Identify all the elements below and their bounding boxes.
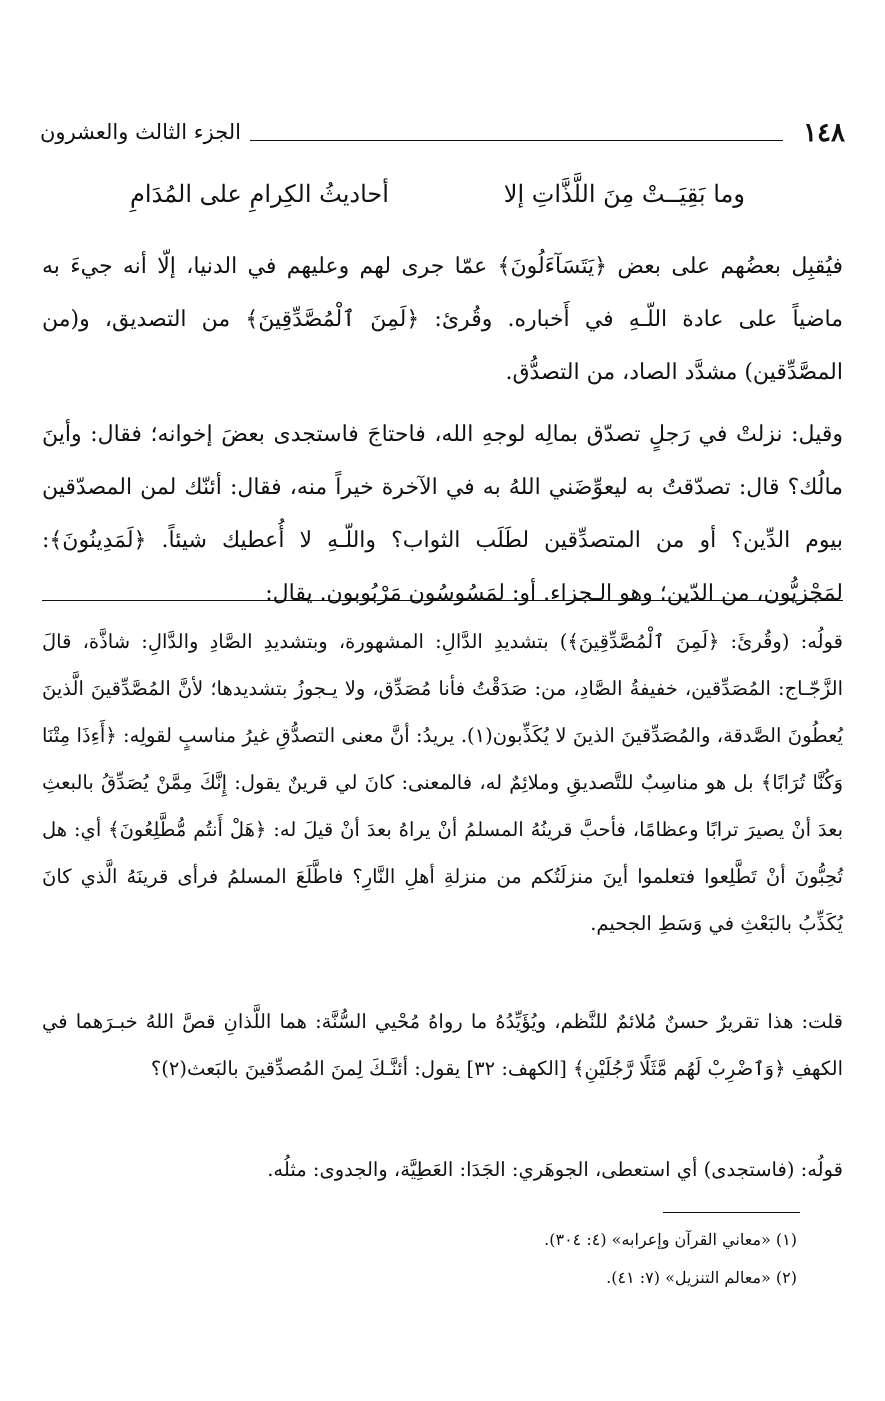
poetry-verse [130, 180, 745, 220]
footnote-rule [663, 1212, 800, 1213]
footnote-2: (٢) «معالم التنزيل» (٧: ٤١). [606, 1268, 797, 1287]
commentary-paragraph-3: قولُه: (فاستجدى) أي استعطى، الجوهَري: الجَدَا: العَطِيَّة، والجدوى: مثلُه. [267, 1158, 843, 1181]
header-rule [250, 140, 783, 141]
part-title: الجزء الثالث والعشرون [40, 120, 241, 144]
main-paragraph-1: فيُقبِل بعضُهم على بعض ﴿يَتَسَآءَلُونَ﴾ عمّا جرى لهم وعليهم في الدنيا، إلّا أنه جيءَ به ماضياً على عادة اللّـهِ في أَخباره. وقُرئ: ﴿لَمِنَ ٱلْمُصَّدِّقِينَ﴾ من التصديق، و(من المصَّدِّقين) مشدَّد الصاد، من التصدُّق. [42, 254, 843, 385]
main-paragraph-2: وقيل: نزلتْ في رَجلٍ تصدّق بمالِه لوجهِ الله، فاحتاجَ فاستجدى بعضَ إخوانه؛ فقال: وأينَ مالُك؟ قال: تصدّقتُ به ليعوِّضَني اللهُ به في الآخرة خيراً منه، فقال: أئنّك لمن المصدّقين بيوم الدِّين؟ أو من المتصدِّقين لطَلَب الثواب؟ واللّـهِ لا أُعطيك شيئاً. ﴿لَمَدِينُونَ﴾: لمَجْزيُّون، من الدّين؛ وهو الـجزاء. أو: لمَسُوسُون مَرْبُوبون. يقال: [42, 422, 843, 606]
verse-first-hemistich: وما بَقِيَــتْ مِنَ اللَّذَّاتِ إلا [503, 180, 745, 208]
verse-second-hemistich: أحاديثُ الكِرامِ على المُدَامِ [130, 180, 389, 208]
page-number: ١٤٨ [803, 118, 845, 148]
commentary-paragraph-2: قلت: هذا تقريرٌ حسنٌ مُلائمٌ للنَّظم، ويُؤَيِّدُهُ ما رواهُ مُحْيي السُّنَّة: هما اللَّذانِ قصَّ اللهُ خبـرَهما في الكهفِ ﴿وَٱضْرِبْ لَهُم مَّثَلًا رَّجُلَيْنِ﴾ [الكهف: ٣٢] يقول: أئنَّـكَ لِمنَ المُصدِّقينَ بالبَعث(٢)؟ [42, 1010, 843, 1080]
footnote-1: (١) «معاني القرآن وإعرابه» (٤: ٣٠٤). [544, 1230, 797, 1249]
page-header [40, 118, 845, 154]
commentary-paragraph-1: قولُه: (وقُرئَ: ﴿لَمِنَ ٱلْمُصَّدِّقِينَ﴾) بتشديدِ الدَّالِ: المشهورة، وبتشديدِ الصَّادِ والدَّالِ: شاذَّة، قالَ الزَّجّـاج: المُصَدِّقين، خفيفةُ الصَّادِ، من: صَدَقْتُ فأنا مُصَدِّق، ولا يـجوزُ بتشديدها؛ لأنَّ المُصَّدِّقينَ الَّذينَ يُعطُونَ الصَّدقة، والمُصَدِّقينَ الذينَ لا يُكَذِّبون(١). يريدُ: أنَّ معنى التصدُّقِ غيرُ مناسبٍ لقولِه: ﴿أَءِذَا مِتْنَا وَكُنَّا تُرَابًا﴾ بل هو مناسِبٌ للتَّصديقِ وملائِمٌ له، فالمعنى: كانَ لي قرينٌ يقول: إِنَّكَ مِمَّنْ يُصَدِّقُ بالبعثِ بعدَ أنْ يصيرَ ترابًا وعظامًا، فأحبَّ قرينُهُ المسلمُ أنْ يراهُ بعدَ أنْ قيلَ له: ﴿هَلْ أَنتُم مُّطَّلِعُونَ﴾ أي: هل تُحِبُّونَ أنْ تَطَّلِعوا فتعلموا أينَ منزلَتُكم من منزلةِ أهلِ النَّارِ؟ فاطَّلَعَ المسلمُ فرأى قرينَهُ الَّذي كانَ يُكَذِّبُ بالبَعْثِ في وَسَطِ الجحيم. [42, 630, 843, 935]
commentary-divider [42, 600, 843, 601]
